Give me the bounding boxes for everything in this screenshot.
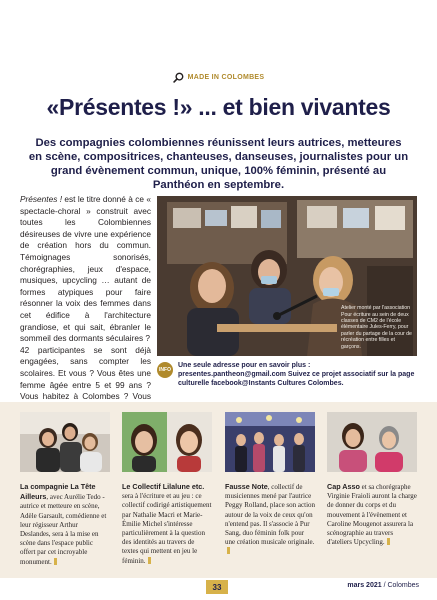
concert-photo bbox=[225, 412, 315, 472]
card-text bbox=[327, 482, 417, 547]
body-paragraph-1: est le titre donné à ce « spectacle-choral » construit avec toutes les Colombiennes désireuses de vivre une expérience de création hors du commun. Témoignages sonorisés, chorégraphies, jeux d'espace, musiques, upcycling … autant de formes atypiques pour faire résonner la voix des femmes dans cet édifice à l'architecture grandiose, et qui sait, ébranler le sommeil des dormants séculaires ? bbox=[20, 194, 151, 344]
body-paragraph bbox=[20, 194, 151, 345]
info-text: Une seule adresse pour en savoir plus : presentes.pantheon@gmail.com Suivez ce projet associatif sur la page culturelle facebook@Instants Cultures Colombes. bbox=[178, 362, 415, 387]
card-photo bbox=[20, 412, 110, 472]
card-description: sera à l'écriture et au jeu : ce collectif codirigé artistiquement par Nathalie Macri et Marie-Émilie Michel s'intéresse particulièrement à la question des identités au travers de textes qui mettent en jeu le féminin. bbox=[122, 492, 212, 565]
card-name: Le Collectif Lilalune etc. bbox=[122, 482, 205, 491]
section-kicker bbox=[0, 72, 437, 83]
kicker-label: MADE IN COLOMBES bbox=[187, 74, 265, 81]
issue-date bbox=[347, 582, 419, 589]
contributor-card bbox=[122, 412, 212, 566]
body-paragraph-2: 42 participantes se sont déjà engagées, sans compter les scolaires. Et vous ? Vous êtes une femme âgée entre 5 et 99 ans ? Vous habitez à Colombes ? Vous bbox=[20, 344, 151, 402]
card-photo bbox=[327, 412, 417, 472]
card-description: et sa chorégraphe Virginie Fraioli auront la charge de donner du corps et du mouvement à l'évènement et Caroline Mougenot assurera la scénographie au travers d'ateliers Upcycling. bbox=[327, 483, 417, 547]
photo-caption: Atelier monté par l'association Pour écriture au sein de deux classes de CM2 de l'école élémentaire Jules-Ferry, pour parler du partage de la cour de récréation entre filles et garçons. bbox=[341, 305, 412, 350]
card-photo bbox=[122, 412, 212, 472]
end-mark bbox=[227, 547, 230, 554]
end-mark bbox=[148, 557, 151, 564]
publication-name: / Colombes bbox=[381, 582, 419, 589]
lead-italic: Présentes ! bbox=[20, 194, 63, 204]
magnifier-icon bbox=[173, 72, 184, 83]
card-name: Cap Asso bbox=[327, 482, 360, 491]
card-description: , collectif de musiciennes mené par l'autrice Peggy Rolland, place son action autour de la voix de ceux qu'on n'entend pas. Il s'associe à Pur Sang, duo féminin folk pour une création musicale originale. bbox=[225, 483, 316, 547]
card-name: La compagnie La Tête Ailleurs bbox=[20, 482, 96, 502]
standfirst: Des compagnies colombiennes réunissent leurs autrices, metteures en scène, compositrices, chanteuses, danseuses, journalistes pour un grand évènement commun, unique, 100% féminin, présenté au Panthéon en septembre. bbox=[28, 137, 409, 191]
card-photo bbox=[225, 412, 315, 472]
issue-month: mars 2021 bbox=[347, 582, 382, 589]
duo-portrait bbox=[122, 412, 212, 472]
info-badge: INFO bbox=[157, 362, 173, 378]
card-text bbox=[225, 482, 315, 557]
card-name: Fausse Note bbox=[225, 482, 268, 491]
info-box bbox=[157, 361, 417, 388]
group-portrait bbox=[20, 412, 110, 472]
card-text bbox=[122, 482, 212, 566]
contributor-card bbox=[327, 412, 417, 547]
card-description: , avec Aurélie Tedo - autrice et metteure en scène, Adèle Garsault, comédienne et leur régisseur Arthur Deslandes, sera à la mise en scène dans l'espace public offert par cet incroyable monument. bbox=[20, 493, 107, 566]
contributor-card bbox=[20, 412, 110, 567]
page-title: «Présentes !» ... et bien vivantes bbox=[46, 94, 391, 120]
duo-portrait bbox=[327, 412, 417, 472]
end-mark bbox=[387, 538, 390, 545]
page-number: 33 bbox=[206, 580, 228, 594]
card-text bbox=[20, 482, 110, 567]
end-mark bbox=[54, 558, 57, 565]
contributor-card bbox=[225, 412, 315, 557]
workshop-photo bbox=[157, 196, 417, 356]
